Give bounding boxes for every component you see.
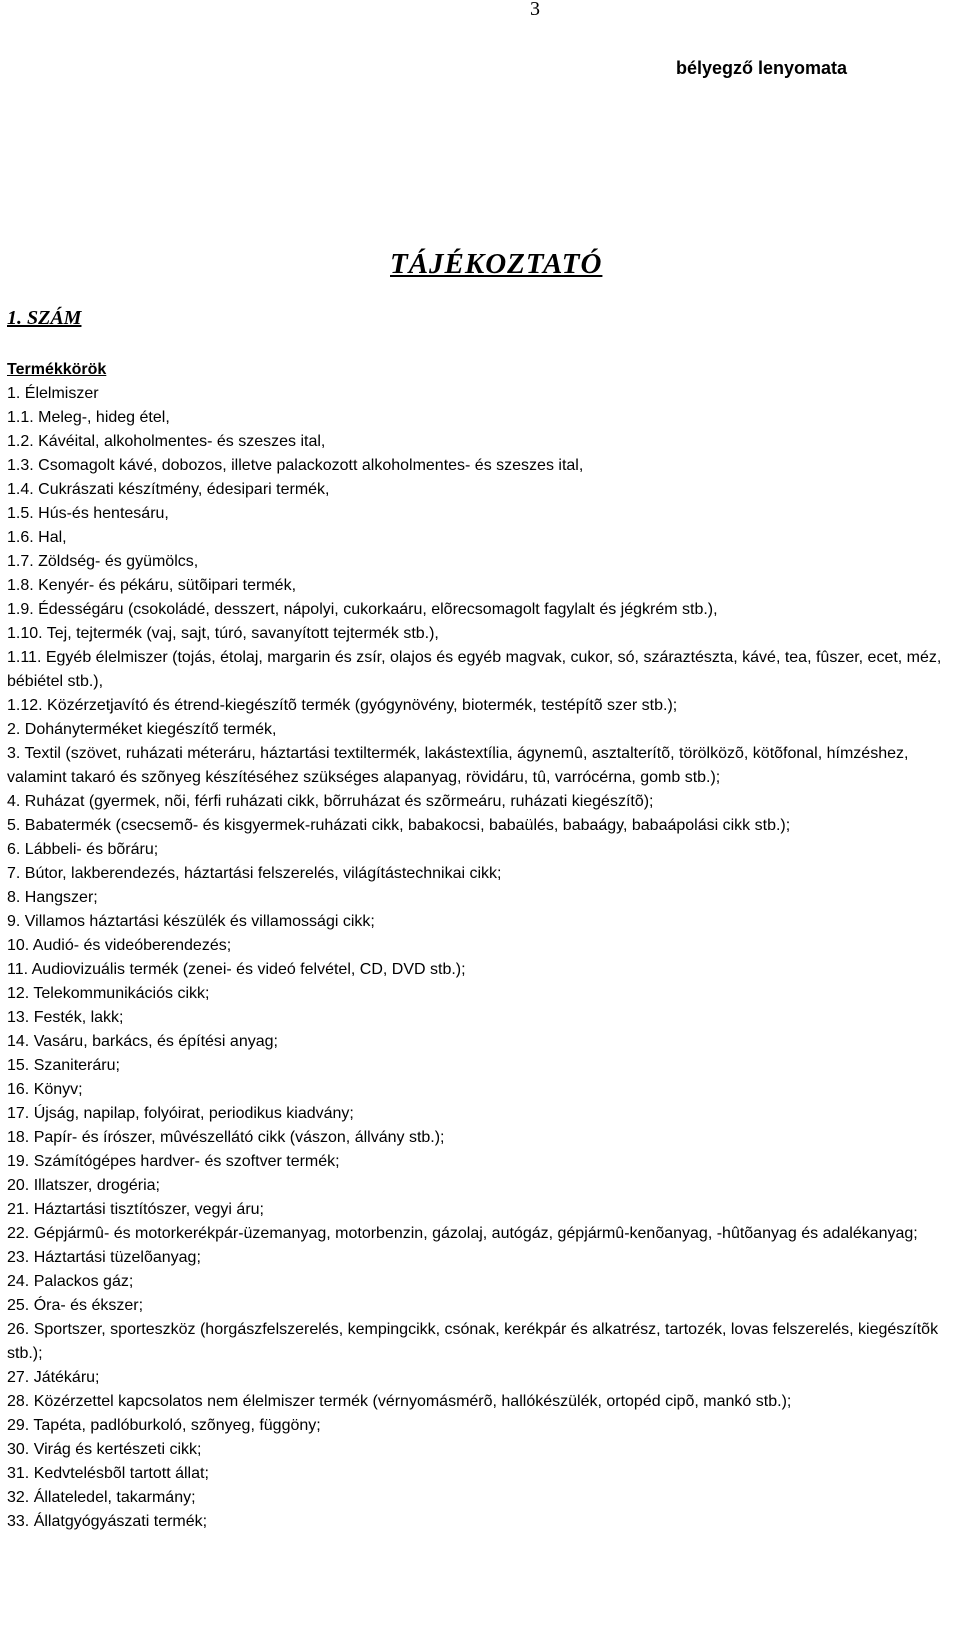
list-item: 27. Játékáru; bbox=[7, 1369, 100, 1386]
list-item: 32. Állateledel, takarmány; bbox=[7, 1489, 196, 1506]
list-item: 14. Vasáru, barkács, és építési anyag; bbox=[7, 1033, 278, 1050]
list-item: 1. Élelmiszer bbox=[7, 385, 99, 402]
list-item: 1.9. Édességáru (csokoládé, desszert, nápolyi, cukorkaáru, elõrecsomagolt fagylalt és jégkrém stb.), bbox=[7, 601, 718, 618]
list-item: 30. Virág és kertészeti cikk; bbox=[7, 1441, 202, 1458]
list-item: 1.10. Tej, tejtermék (vaj, sajt, túró, savanyított tejtermék stb.), bbox=[7, 625, 439, 642]
list-item: 5. Babatermék (csecsemõ- és kisgyermek-ruházati cikk, babakocsi, babaülés, babaágy, babaápolási cikk stb.); bbox=[7, 817, 791, 834]
list-item: 25. Óra- és ékszer; bbox=[7, 1297, 144, 1314]
list-item: 10. Audió- és videóberendezés; bbox=[7, 937, 232, 954]
list-item: 8. Hangszer; bbox=[7, 889, 98, 906]
list-item: 9. Villamos háztartási készülék és villamossági cikk; bbox=[7, 913, 375, 930]
list-item: 1.11. Egyéb élelmiszer (tojás, étolaj, margarin és zsír, olajos és egyéb magvak, cukor, só, száraztészta, kávé, tea, fûszer, ecet, méz, bébiétel stb.), bbox=[7, 649, 942, 690]
list-item: 31. Kedvtelésbõl tartott állat; bbox=[7, 1465, 209, 1482]
list-item: 2. Dohányterméket kiegészítő termék, bbox=[7, 721, 277, 738]
list-item: 7. Bútor, lakberendezés, háztartási felszerelés, világítástechnikai cikk; bbox=[7, 865, 502, 882]
list-item: 4. Ruházat (gyermek, nõi, férfi ruházati cikk, bõrruházat és szõrmeáru, ruházati kiegészítõ); bbox=[7, 793, 654, 810]
list-item: 11. Audiovizuális termék (zenei- és videó felvétel, CD, DVD stb.); bbox=[7, 961, 466, 978]
list-item: 1.2. Kávéital, alkoholmentes- és szeszes ital, bbox=[7, 433, 326, 450]
list-item: 1.8. Kenyér- és pékáru, sütõipari termék, bbox=[7, 577, 297, 594]
document-title: TÁJÉKOZTATÓ bbox=[390, 248, 603, 280]
list-item: 1.7. Zöldség- és gyümölcs, bbox=[7, 553, 199, 570]
section-heading: Termékkörök bbox=[7, 361, 107, 378]
list-item: 13. Festék, lakk; bbox=[7, 1009, 124, 1026]
list-item: 15. Szaniteráru; bbox=[7, 1057, 120, 1074]
list-item: 29. Tapéta, padlóburkoló, szõnyeg, függöny; bbox=[7, 1417, 321, 1434]
list-item: 24. Palackos gáz; bbox=[7, 1273, 134, 1290]
list-item: 12. Telekommunikációs cikk; bbox=[7, 985, 210, 1002]
list-item: 1.4. Cukrászati készítmény, édesipari termék, bbox=[7, 481, 330, 498]
list-item: 17. Újság, napilap, folyóirat, periodikus kiadvány; bbox=[7, 1105, 354, 1122]
list-item: 21. Háztartási tisztítószer, vegyi áru; bbox=[7, 1201, 264, 1218]
list-item: 1.5. Hús-és hentesáru, bbox=[7, 505, 169, 522]
page-number: 3 bbox=[530, 0, 540, 20]
list-item: 23. Háztartási tüzelõanyag; bbox=[7, 1249, 201, 1266]
list-item: 20. Illatszer, drogéria; bbox=[7, 1177, 160, 1194]
list-item: 19. Számítógépes hardver- és szoftver termék; bbox=[7, 1153, 340, 1170]
list-item: 1.6. Hal, bbox=[7, 529, 67, 546]
list-item: 6. Lábbeli- és bõráru; bbox=[7, 841, 159, 858]
list-item: 16. Könyv; bbox=[7, 1081, 83, 1098]
list-item: 3. Textil (szövet, ruházati méteráru, háztartási textiltermék, lakástextília, ágynemû, asztalterítõ, törölközõ, kötõfonal, hímzéshez, valamint takaró és szõnyeg készítéséhez szükséges alapanyag, rövidáru, tû, varrócérna, gomb stb.); bbox=[7, 745, 909, 786]
stamp-label: bélyegző lenyomata bbox=[676, 58, 848, 78]
list-item: 33. Állatgyógyászati termék; bbox=[7, 1513, 208, 1530]
content bbox=[7, 358, 955, 1534]
number-label: 1. SZÁM bbox=[7, 307, 82, 329]
list-item: 18. Papír- és írószer, mûvészellátó cikk (vászon, állvány stb.); bbox=[7, 1129, 445, 1146]
list-item: 28. Közérzettel kapcsolatos nem élelmiszer termék (vérnyomásmérõ, hallókészülék, ortopéd cipõ, mankó stb.); bbox=[7, 1393, 792, 1410]
list-item: 1.1. Meleg-, hideg étel, bbox=[7, 409, 170, 426]
list-item: 1.3. Csomagolt kávé, dobozos, illetve palackozott alkoholmentes- és szeszes ital, bbox=[7, 457, 584, 474]
list-item: 22. Gépjármû- és motorkerékpár-üzemanyag, motorbenzin, gázolaj, autógáz, gépjármû-kenõanyag, -hûtõanyag és adalékanyag; bbox=[7, 1225, 918, 1242]
list-item: 1.12. Közérzetjavító és étrend-kiegészítõ termék (gyógynövény, biotermék, testépítõ szer stb.); bbox=[7, 697, 678, 714]
list-item: 26. Sportszer, sporteszköz (horgászfelszerelés, kempingcikk, csónak, kerékpár és alkatrész, tartozék, lovas felszerelés, kiegészítõk stb.); bbox=[7, 1321, 939, 1362]
